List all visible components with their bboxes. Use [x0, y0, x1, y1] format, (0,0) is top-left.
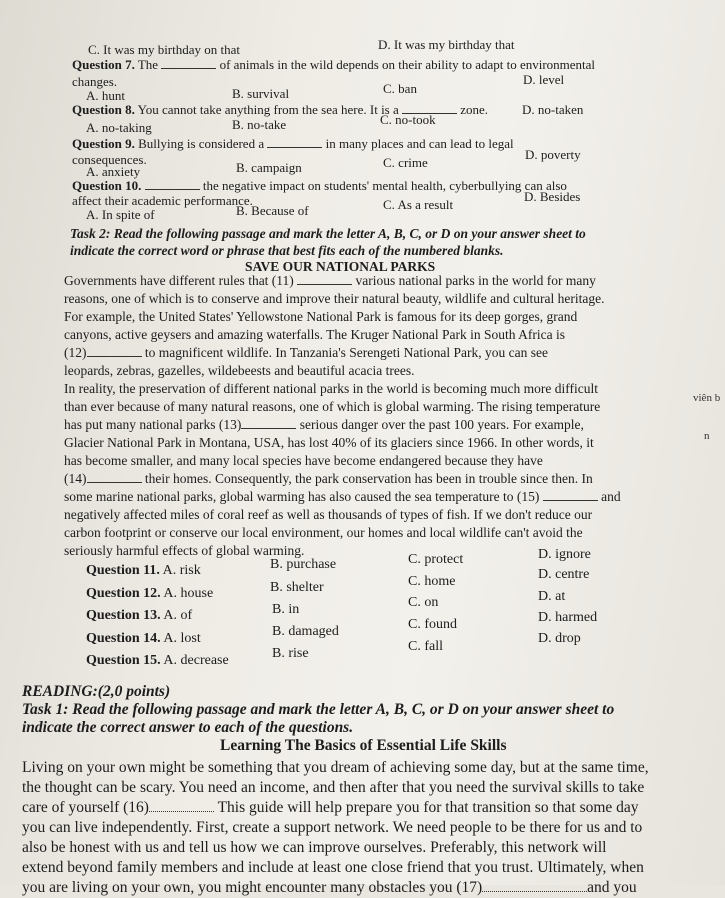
q8-option-d: D. no-taken: [522, 102, 584, 117]
q13-option-b: B. in: [272, 602, 300, 617]
q9-option-a: A. anxiety: [86, 164, 141, 179]
q8-label: Question 8.: [72, 102, 135, 117]
q7-label: Question 7.: [72, 57, 135, 72]
q7-option-b: B. survival: [232, 86, 290, 101]
reading-instruction-line2: indicate the correct answer to each of the questions.: [22, 719, 354, 736]
q14-option-d: D. harmed: [538, 610, 598, 625]
q15-row: Question 15. A. decrease: [86, 653, 229, 668]
q8-option-b: B. no-take: [232, 117, 287, 132]
blank-16: [149, 801, 214, 812]
q12-option-d: D. centre: [538, 567, 590, 582]
q14-option-c: C. found: [408, 617, 457, 632]
q14-row: Question 14. A. lost: [86, 631, 201, 646]
q6-option-d: D. It was my birthday that: [378, 37, 515, 52]
q13-row: Question 13. A. of: [86, 608, 193, 623]
q14-option-b: B. damaged: [272, 624, 339, 639]
q10-stem-cont: affect their academic performance.: [72, 193, 253, 208]
q15-option-d: D. drop: [538, 631, 581, 646]
q10-option-d: D. Besides: [524, 189, 581, 204]
q10-option-b: B. Because of: [236, 203, 309, 218]
q9-option-c: C. crime: [383, 155, 428, 170]
reading-heading: READING:(2,0 points): [22, 683, 171, 700]
q9-blank: [267, 137, 322, 148]
q15-option-c: C. fall: [408, 639, 443, 654]
q7-stem: Question 7. The of animals in the wild depends on their ability to adapt to environmental: [72, 57, 596, 72]
blank-12: [87, 346, 142, 357]
q11-option-c: C. protect: [408, 552, 464, 567]
q9-stem-cont: consequences.: [72, 152, 147, 167]
task2-instruction-line1: Task 2: Read the following passage and mark the letter A, B, C, or D on your answer sheet to: [70, 226, 586, 241]
q10-option-a: A. In spite of: [86, 207, 155, 222]
q7-option-d: D. level: [523, 72, 565, 87]
blank-17: [482, 881, 587, 892]
margin-note: viên b: [693, 392, 721, 404]
q7-option-c: C. ban: [383, 81, 417, 96]
task2-passage: Governments have different rules that (11) various national parks in the world for many reasons, one of which is to conserve and improve their natural beauty, wildlife and cultural heritage. For example, the United States' Yellowstone National Park is famous for its deep gorges, grand canyons, active geysers and amazing waterfalls. The Kruger National Park in South Africa is (12) to magnificent wildlife. In Tanzania's Serengeti National Park, you can see leopards, zebras, gazelles, wildebeests and beautiful acacia trees. In reality, the preservation of different national parks in the world is becoming much more difficult than ever because of many natural reasons, one of which is global warming. The rising temperature has put many national parks (13) serious danger over the past 100 years. For example, Glacier National Park in Montana, USA, has lost 40% of its glaciers since 1966. In other words, it has become smaller, and many local species have become endangered because they have (14) their homes. Consequently, the park conservation has been in trouble since then. In some marine national parks, global warming has also caused the sea temperature to (15) and negatively affected miles of coral reef as well as thousands of types of fish. If we don't reduce our carbon footprint or conserve our local environment, our homes and local wildlife can't avoid the seriously harmful effects of global warming.: [64, 273, 621, 558]
q9-label: Question 9.: [72, 136, 135, 151]
reading-passage-title: Learning The Basics of Essential Life Skills: [220, 737, 507, 754]
q11-row: Question 11. A. risk: [86, 563, 201, 578]
q9-option-d: D. poverty: [525, 147, 581, 162]
q8-option-c: C. no-took: [380, 112, 436, 127]
q8-option-a: A. no-taking: [86, 120, 152, 135]
q11-option-d: D. ignore: [538, 547, 591, 562]
q10-option-c: C. As a result: [383, 197, 454, 212]
q11-option-b: B. purchase: [270, 557, 337, 572]
margin-note-2: n: [704, 430, 710, 442]
q12-row: Question 12. A. house: [86, 586, 214, 601]
q9-stem: Question 9. Bullying is considered a in many places and can lead to legal: [72, 136, 514, 151]
q7-stem-cont: changes.: [72, 74, 118, 89]
reading-passage: Living on your own might be something that you dream of achieving some day, but at the same time, the thought can be scary. You need an income, and then after that you need the survival skills to take care of yourself (16) This guide will help prepare you for that transition so that some day you can live independently. First, create a support network. We need people to be there for us and to also be honest with us and tell us how we can improve ourselves. Preferably, this network will extend beyond family members and include at least one close friend that you trust. Ultimately, when you are living on your own, you might encounter many obstacles you (17) and you: [22, 759, 649, 896]
q10-stem: Question 10. the negative impact on students' mental health, cyberbullying can also: [72, 178, 567, 193]
q10-label: Question 10.: [72, 178, 142, 193]
task2-instruction-line2: indicate the correct word or phrase that best fits each of the numbered blanks.: [70, 243, 504, 258]
blank-14: [87, 472, 142, 483]
blank-13: [241, 418, 296, 429]
q12-option-c: C. home: [408, 574, 456, 589]
q15-option-b: B. rise: [272, 646, 309, 661]
q12-option-b: B. shelter: [270, 580, 324, 595]
q6-option-c: C. It was my birthday on that: [88, 42, 241, 57]
blank-11: [297, 274, 352, 285]
q9-option-b: B. campaign: [236, 160, 302, 175]
reading-instruction-line1: Task 1: Read the following passage and mark the letter A, B, C, or D on your answer sheet to: [22, 701, 615, 718]
q7-option-a: A. hunt: [86, 88, 125, 103]
q13-option-c: C. on: [408, 595, 439, 610]
q10-blank: [145, 179, 200, 190]
blank-15: [543, 490, 598, 501]
q13-option-d: D. at: [538, 589, 566, 604]
q7-blank: [161, 58, 216, 69]
task2-passage-title: SAVE OUR NATIONAL PARKS: [245, 259, 436, 274]
q8-stem: Question 8. You cannot take anything from the sea here. It is a zone.: [72, 102, 489, 117]
